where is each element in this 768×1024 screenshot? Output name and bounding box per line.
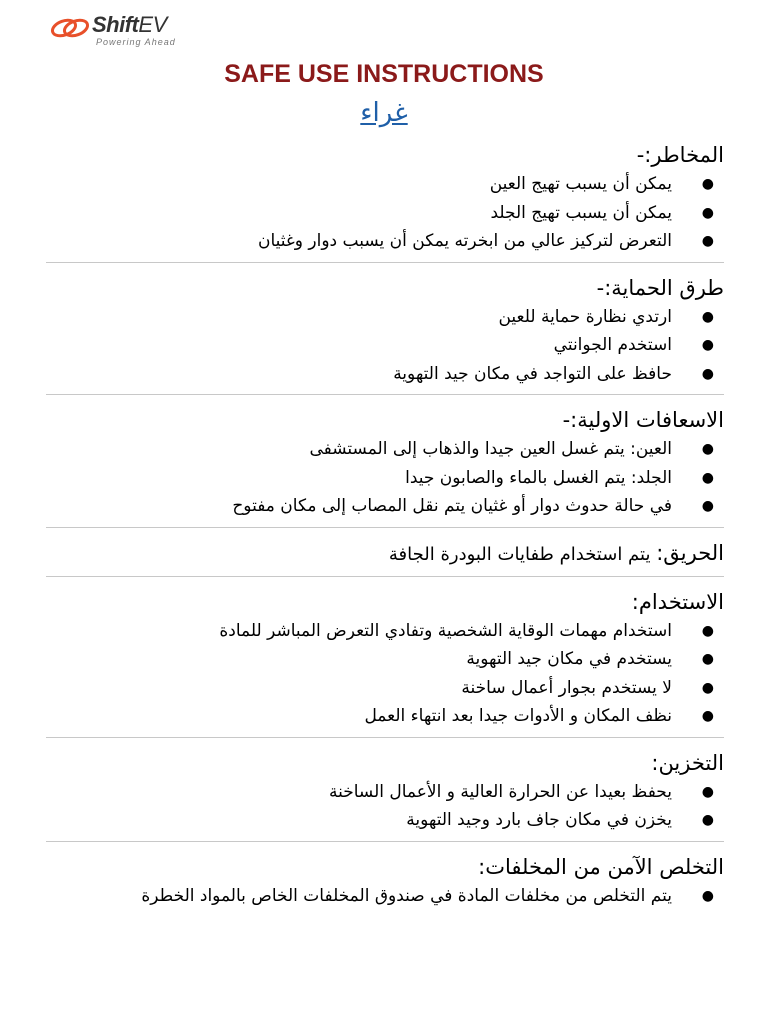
list-item: [46, 492, 724, 521]
section-heading: [46, 273, 724, 303]
section-heading: [46, 852, 724, 882]
list-item-text: الجلد: يتم الغسل بالماء والصابون جيدا: [405, 467, 672, 488]
bullet-icon: ●: [701, 308, 714, 325]
bullet-icon: ●: [701, 498, 714, 514]
section: [46, 538, 724, 577]
bullet-list: [46, 170, 724, 256]
list-item-text: يمكن أن يسبب تهيج الجلد: [490, 202, 672, 223]
list-item-text: يحفظ بعيدا عن الحرارة العالية و الأعمال الساخنة: [329, 781, 672, 802]
bullet-list: [46, 435, 724, 521]
list-item: [46, 199, 724, 228]
list-item: [46, 645, 724, 674]
list-item-text: استخدم الجوانتي: [553, 335, 672, 355]
bullet-icon: ●: [701, 708, 714, 724]
logo-wordmark: ShiftEV: [92, 12, 167, 37]
list-item: [46, 435, 724, 464]
list-item: [46, 303, 724, 332]
bullet-icon: ●: [701, 441, 714, 457]
list-item: [46, 778, 724, 807]
list-item-text: حافظ على التواجد في مكان جيد التهوية: [393, 363, 672, 384]
list-item-text: العين: يتم غسل العين جيدا والذهاب إلى المستشفى: [309, 439, 672, 459]
section-heading-label: التخلص الآمن من المخلفات:: [478, 854, 724, 879]
bullet-list: [46, 303, 724, 389]
bullet-icon: ●: [701, 176, 714, 192]
bullet-icon: ●: [701, 887, 714, 904]
list-item-text: يستخدم في مكان جيد التهوية: [466, 649, 672, 669]
list-item: [46, 360, 724, 389]
section-heading-text: يتم استخدام طفايات البودرة الجافة: [388, 543, 657, 565]
section-heading-label: الحريق:: [656, 540, 724, 565]
list-item-text: ارتدي نظارة حماية للعين: [498, 306, 672, 327]
list-item-text: يخزن في مكان جاف بارد وجيد التهوية: [406, 810, 672, 830]
list-item: [46, 882, 724, 911]
list-item: [46, 617, 724, 646]
list-item: [46, 170, 724, 199]
bullet-icon: ●: [701, 233, 714, 249]
list-item: [46, 331, 724, 360]
list-item-text: نظف المكان و الأدوات جيدا بعد انتهاء العمل: [364, 706, 672, 726]
logo-swoosh-icon: [50, 16, 94, 40]
section-heading: [46, 748, 724, 778]
shiftev-logo: [50, 10, 210, 50]
instructions-body: [46, 140, 724, 926]
bullet-icon: ●: [701, 204, 714, 221]
bullet-icon: ●: [701, 812, 714, 828]
bullet-icon: ●: [701, 783, 714, 800]
section-heading: [46, 405, 724, 435]
bullet-list: [46, 882, 724, 911]
list-item-text: التعرض لتركيز عالي من ابخرته يمكن أن يسبب دوار وغثيان: [257, 231, 672, 251]
section: [46, 140, 724, 263]
logo-tagline: Powering Ahead: [96, 37, 176, 47]
list-item-text: يتم التخلص من مخلفات المادة في صندوق المخلفات الخاص بالمواد الخطرة: [141, 885, 672, 906]
list-item: [46, 702, 724, 731]
page-title: SAFE USE INSTRUCTIONS: [224, 60, 544, 88]
section: [46, 273, 724, 396]
section-heading-label: الاستخدام:: [631, 589, 724, 614]
section-heading-label: طرق الحماية:-: [596, 275, 724, 300]
list-item: [46, 806, 724, 835]
section-heading-label: المخاطر:-: [636, 143, 724, 167]
bullet-list: [46, 617, 724, 731]
list-item-text: يمكن أن يسبب تهيج العين: [489, 174, 672, 194]
list-item-text: استخدام مهمات الوقاية الشخصية وتفادي التعرض المباشر للمادة: [219, 620, 672, 641]
section: [46, 405, 724, 528]
bullet-icon: ●: [701, 679, 714, 696]
bullet-icon: ●: [701, 469, 714, 486]
section-heading-label: الاسعافات الاولية:-: [562, 408, 724, 432]
list-item-text: لا يستخدم بجوار أعمال ساخنة: [461, 677, 672, 698]
bullet-icon: ●: [701, 651, 714, 667]
product-name: غراء: [360, 98, 408, 128]
list-item: [46, 464, 724, 493]
bullet-icon: ●: [701, 365, 714, 382]
section-heading-label: التخزين:: [651, 750, 724, 775]
bullet-icon: ●: [701, 337, 714, 353]
list-item: [46, 674, 724, 703]
bullet-list: [46, 778, 724, 835]
section-heading: [46, 140, 724, 170]
list-item-text: في حالة حدوث دوار أو غثيان يتم نقل المصاب إلى مكان مفتوح: [232, 496, 672, 516]
section-heading: [46, 538, 724, 570]
list-item: [46, 227, 724, 256]
section: [46, 587, 724, 738]
section-heading: [46, 587, 724, 617]
section: [46, 748, 724, 842]
bullet-icon: ●: [701, 622, 714, 639]
section: [46, 852, 724, 917]
